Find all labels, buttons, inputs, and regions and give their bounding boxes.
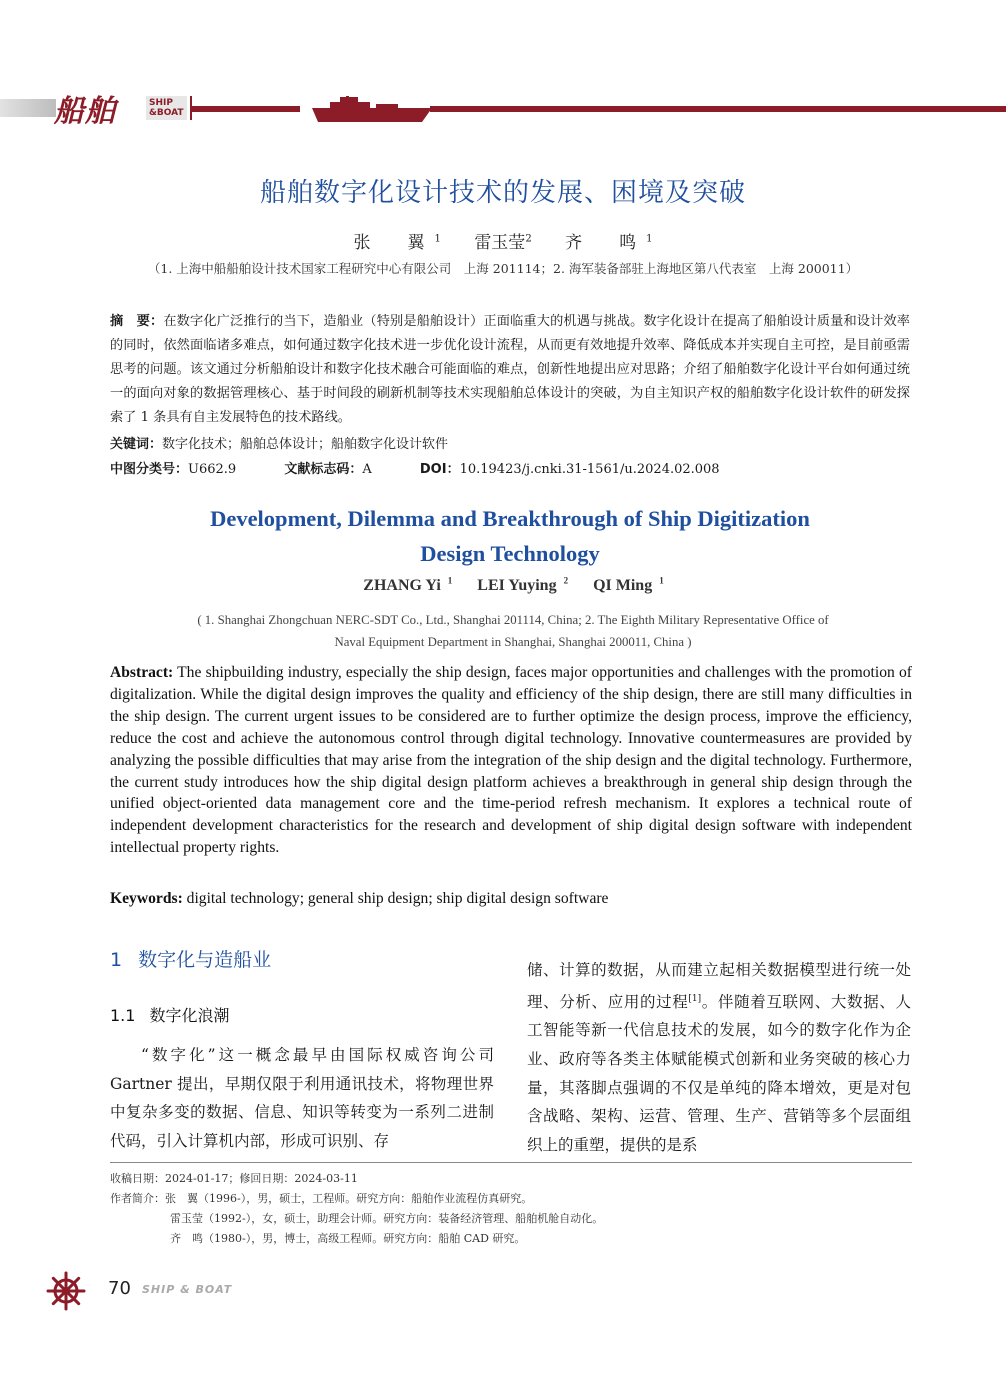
abstract-en: Abstract: The shipbuilding industry, especially the ship design, faces major opportunities and challenges with the promotion of digitalization. While the digital design improves the quality and efficiency of the ship design, there are still many difficulties in the ship design. The current urgent issues to be considered are to further optimize the design process, improve the efficiency, reduce the cost and achieve the autonomous control through digital technology. Innovative countermeasures are provided by analyzing the possible difficulties that may arise from the integration of the ship design and the digital technology. Furthermore, the current study introduces how the ship digital design platform achieves a breakthrough in general ship design through the unified object-oriented data management core and the time-period refresh mechanism. It explores a technical route of independent development characteristics for the research and development of ship digital design software with independent intellectual property rights. (110, 664, 912, 857)
ship-icon (312, 96, 432, 122)
author-cn-2: 雷玉莹$^2$ (474, 233, 532, 253)
doc-code: 文献标志码：A (284, 462, 372, 477)
footnote-bio-2: 雷玉莹（1992-），女，硕士，助理会计师。研究方向：装备经济管理、船舶机舱自动化。 (170, 1212, 604, 1225)
logo-en-line1: SHIP (149, 98, 173, 108)
abstract-cn (110, 310, 910, 430)
affiliation-cn: （1. 上海中船船舶设计技术国家工程研究中心有限公司 上海 201114；2. 海军装备部驻上海地区第八代表室 上海 200011） (147, 261, 859, 276)
affiliation-en: ( 1. Shanghai Zhongchuan NERC-SDT Co., Ltd., Shanghai 201114, China; 2. The Eighth Military Representative Office of Naval Equipment Department in Shanghai, Shanghai 200011, China ) (197, 613, 829, 649)
paper-title: 船舶数字化设计技术的发展、困境及突破 (259, 178, 746, 208)
doi[interactable]: DOI：10.19423/j.cnki.31-1561/u.2024.02.008 (419, 462, 720, 477)
clc-number: 中图分类号：U662.9 (110, 462, 237, 477)
footer-brand: SHIP & BOAT (142, 1283, 233, 1296)
section-heading-1-1: 1.1 数字化浪潮 (110, 1006, 230, 1025)
abstract-cn-text: 在数字化广泛推行的当下，造船业（特别是船舶设计）正面临重大的机遇与挑战。数字化设计在提高了船舶设计质量和设计效率的同时，依然面临诸多难点，如何通过数字化技术进一步优化设计流程，从而更有效地提升效率、降低成本并实现自主可控，是目前亟需思考的问题。该文通过分析船舶设计和数字化技术融合可能面临的难点，创新性地提出应对思路；介绍了船舶数字化设计平台如何通过统一的面向对象的数据管理核心、基于时间段的刷新机制等技术实现船舶总体设计的突破，为自主知识产权的船舶数字化设计软件的研发探索了 1 条具有自主发展特色的技术路线。 (110, 314, 910, 425)
citation-ref[interactable]: [1] (688, 993, 702, 1004)
author-cn-1: 张 翼$^1$ (353, 233, 441, 253)
author-cn-3: 齐 鸣$^1$ (565, 233, 653, 253)
page-number: 70 (108, 1278, 131, 1299)
ship-wheel-icon (46, 1271, 86, 1311)
section-heading-1: 1 数字化与造船业 (110, 949, 272, 971)
footnote-bio-1: 作者简介：张 翼（1996-），男，硕士，工程师。研究方向：船舶作业流程仿真研究。 (110, 1192, 533, 1205)
meta-cn (110, 458, 910, 477)
footnote-divider (110, 1162, 912, 1163)
authors-en (0, 576, 1006, 595)
body-paragraph-cont: 储、计算的数据，从而建立起相关数据模型进行统一处理、分析、应用的过程[1]。伴随着互联网、大数据、人工智能等新一代信息技术的发展，如今的数字化作为企业、政府等各类主体赋能模式创新和业务突破的核心力量，其落脚点强调的不仅是单纯的降本增效，更是对包含战略、架构、运营、管理、生产、营销等多个层面组织上的重塑，提供的是系 (527, 961, 911, 1154)
author-en-3: QI Ming $^1$ (593, 576, 664, 595)
body-column-left (110, 1041, 494, 1155)
keywords-cn: 关键词：数字化技术；船舶总体设计；船舶数字化设计软件 (110, 437, 449, 452)
logo-en-line2: &BOAT (149, 108, 184, 118)
keywords-en: Keywords: digital technology; general ship design; ship digital design software (110, 890, 609, 907)
footnote-dates: 收稿日期：2024-01-17；修回日期：2024-03-11 (110, 1172, 358, 1185)
authors-cn (0, 228, 1006, 253)
author-en-2: LEI Yuying $^2$ (477, 576, 569, 595)
paper-title-en: Development, Dilemma and Breakthrough of Ship Digitization Design Technology (210, 506, 810, 566)
body-paragraph: “数字化”这一概念最早由国际权威咨询公司 Gartner 提出，早期仅限于利用通讯技术，将物理世界中复杂多变的数据、信息、知识等转变为一系列二进制代码，引入计算机内部，形成可识别、存 (110, 1046, 494, 1150)
footnote-bio-3: 齐 鸣（1980-），男，博士，高级工程师。研究方向：船舶 CAD 研究。 (170, 1232, 526, 1245)
abstract-cn-label: 摘 要： (110, 314, 164, 329)
journal-logo: 船舶 (54, 94, 116, 129)
body-column-right (527, 956, 911, 1159)
footnotes (110, 1169, 603, 1249)
author-en-1: ZHANG Yi $^1$ (363, 576, 453, 595)
journal-logo-en (146, 96, 187, 120)
